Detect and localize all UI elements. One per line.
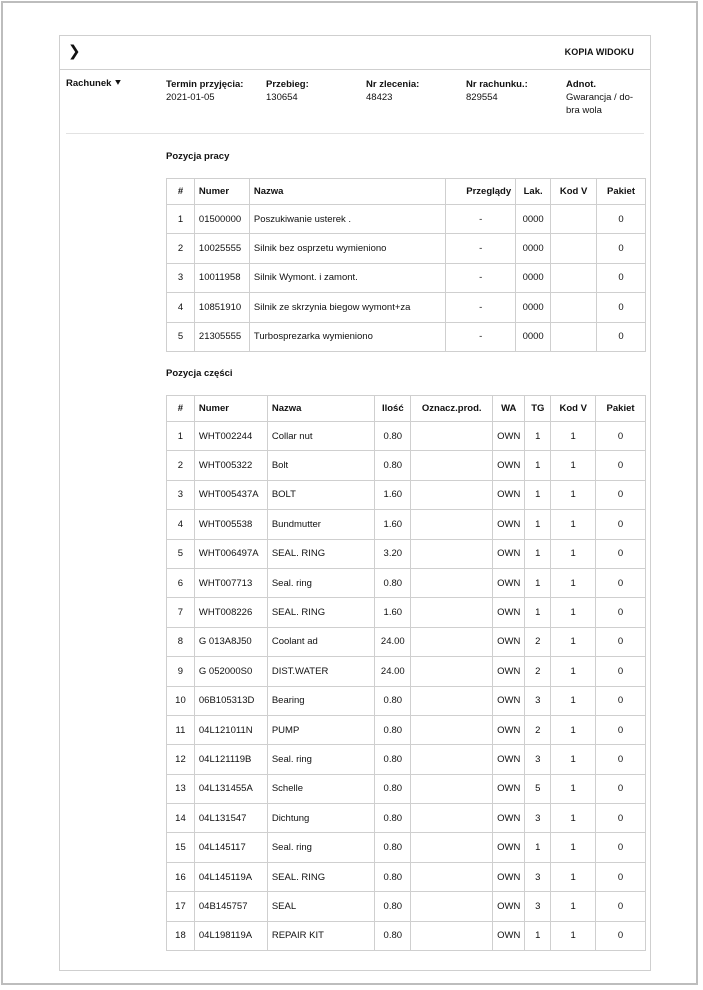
cell-kodv <box>551 293 597 322</box>
table-row <box>167 657 646 686</box>
cell-wa: OWN <box>493 892 525 921</box>
cell-pakiet: 0 <box>596 422 646 451</box>
cell-n: 4 <box>167 510 195 539</box>
cell-wa: OWN <box>493 627 525 656</box>
cell-kodv: 1 <box>551 921 596 950</box>
cell-nazwa: Silnik ze skrzynia biegow wymont+za <box>249 293 445 322</box>
column-header: # <box>167 396 195 422</box>
cell-kodv: 1 <box>551 627 596 656</box>
cell-kodv <box>551 205 597 234</box>
cell-przeglady: - <box>446 322 516 351</box>
cell-oznacz <box>411 422 493 451</box>
cell-przeglady: - <box>446 205 516 234</box>
cell-nazwa: PUMP <box>267 715 375 744</box>
cell-wa: OWN <box>493 539 525 568</box>
cell-tg: 1 <box>525 451 551 480</box>
table-row <box>167 862 646 891</box>
cell-pakiet: 0 <box>596 804 646 833</box>
column-header: Kod V <box>551 179 597 205</box>
account-label: Rachunek <box>66 78 112 89</box>
cell-nazwa: Seal. ring <box>267 568 375 597</box>
cell-oznacz <box>411 480 493 509</box>
cell-kodv: 1 <box>551 892 596 921</box>
cell-pakiet: 0 <box>596 862 646 891</box>
cell-numer: WHT006497A <box>194 539 267 568</box>
cell-kodv: 1 <box>551 686 596 715</box>
cell-pakiet: 0 <box>597 293 646 322</box>
cell-numer: 04L121119B <box>194 745 267 774</box>
invoice-card <box>59 35 651 971</box>
cell-nazwa: Turbosprezarka wymieniono <box>249 322 445 351</box>
cell-n: 1 <box>167 422 195 451</box>
top-bar <box>60 36 650 70</box>
table-header-row <box>167 396 646 422</box>
cell-tg: 2 <box>525 657 551 686</box>
cell-lak: 0000 <box>516 263 551 292</box>
table-row <box>167 715 646 744</box>
column-header: # <box>167 179 195 205</box>
cell-numer: WHT002244 <box>194 422 267 451</box>
header-divider <box>66 133 644 134</box>
cell-oznacz <box>411 568 493 597</box>
cell-n: 7 <box>167 598 195 627</box>
table-row <box>167 293 646 322</box>
table-row <box>167 422 646 451</box>
cell-nazwa: SEAL. RING <box>267 598 375 627</box>
table-row <box>167 833 646 862</box>
cell-tg: 1 <box>525 510 551 539</box>
field-mileage <box>266 78 309 104</box>
cell-ilosc: 0.80 <box>375 921 411 950</box>
cell-tg: 3 <box>525 804 551 833</box>
cell-oznacz <box>411 804 493 833</box>
cell-kodv <box>551 322 597 351</box>
cell-wa: OWN <box>493 568 525 597</box>
cell-tg: 1 <box>525 422 551 451</box>
cell-n: 17 <box>167 892 195 921</box>
cell-n: 18 <box>167 921 195 950</box>
chevron-right-icon[interactable]: ❯ <box>68 43 81 60</box>
cell-numer: 04L145117 <box>194 833 267 862</box>
cell-n: 2 <box>167 234 195 263</box>
cell-numer: WHT005538 <box>194 510 267 539</box>
cell-nazwa: Schelle <box>267 774 375 803</box>
cell-n: 11 <box>167 715 195 744</box>
column-header: Przeglądy <box>446 179 516 205</box>
field-invoice-number <box>466 78 528 104</box>
cell-ilosc: 0.80 <box>375 686 411 715</box>
cell-numer: 01500000 <box>194 205 249 234</box>
cell-n: 4 <box>167 293 195 322</box>
cell-ilosc: 0.80 <box>375 862 411 891</box>
cell-n: 5 <box>167 322 195 351</box>
cell-tg: 3 <box>525 862 551 891</box>
cell-numer: 10025555 <box>194 234 249 263</box>
cell-oznacz <box>411 686 493 715</box>
column-header: Pakiet <box>597 179 646 205</box>
cell-n: 15 <box>167 833 195 862</box>
part-positions-title: Pozycja części <box>166 368 233 379</box>
cell-n: 3 <box>167 480 195 509</box>
cell-nazwa: DIST.WATER <box>267 657 375 686</box>
cell-n: 16 <box>167 862 195 891</box>
column-header: Kod V <box>551 396 596 422</box>
cell-tg: 1 <box>525 598 551 627</box>
cell-n: 14 <box>167 804 195 833</box>
cell-ilosc: 3.20 <box>375 539 411 568</box>
cell-ilosc: 0.80 <box>375 422 411 451</box>
cell-lak: 0000 <box>516 293 551 322</box>
cell-pakiet: 0 <box>596 686 646 715</box>
cell-oznacz <box>411 921 493 950</box>
table-row <box>167 892 646 921</box>
cell-pakiet: 0 <box>596 568 646 597</box>
cell-nazwa: SEAL. RING <box>267 539 375 568</box>
table-row <box>167 921 646 950</box>
cell-n: 1 <box>167 205 195 234</box>
field-value: Gwarancja / do-bra wola <box>566 92 634 116</box>
table-row <box>167 539 646 568</box>
cell-numer: 04L131455A <box>194 774 267 803</box>
cell-nazwa: REPAIR KIT <box>267 921 375 950</box>
cell-ilosc: 24.00 <box>375 627 411 656</box>
cell-nazwa: SEAL. RING <box>267 862 375 891</box>
field-label: Przebieg: <box>266 79 309 90</box>
cell-pakiet: 0 <box>596 745 646 774</box>
cell-oznacz <box>411 539 493 568</box>
cell-pakiet: 0 <box>596 480 646 509</box>
cell-kodv <box>551 263 597 292</box>
field-label: Nr zlecenia: <box>366 79 420 90</box>
field-intake-date <box>166 78 243 104</box>
cell-kodv: 1 <box>551 657 596 686</box>
cell-wa: OWN <box>493 715 525 744</box>
cell-wa: OWN <box>493 598 525 627</box>
cell-oznacz <box>411 833 493 862</box>
table-row <box>167 686 646 715</box>
cell-pakiet: 0 <box>596 657 646 686</box>
cell-ilosc: 24.00 <box>375 657 411 686</box>
cell-nazwa: Bearing <box>267 686 375 715</box>
cell-wa: OWN <box>493 422 525 451</box>
cell-ilosc: 0.80 <box>375 774 411 803</box>
cell-nazwa: Seal. ring <box>267 833 375 862</box>
column-header: Ilość <box>375 396 411 422</box>
cell-oznacz <box>411 627 493 656</box>
cell-kodv: 1 <box>551 833 596 862</box>
cell-numer: 04L121011N <box>194 715 267 744</box>
cell-wa: OWN <box>493 480 525 509</box>
cell-pakiet: 0 <box>596 510 646 539</box>
cell-pakiet: 0 <box>596 451 646 480</box>
table-row <box>167 510 646 539</box>
cell-numer: WHT005437A <box>194 480 267 509</box>
cell-oznacz <box>411 745 493 774</box>
cell-kodv: 1 <box>551 745 596 774</box>
cell-nazwa: Bundmutter <box>267 510 375 539</box>
cell-tg: 1 <box>525 480 551 509</box>
cell-numer: 04B145757 <box>194 892 267 921</box>
cell-ilosc: 0.80 <box>375 451 411 480</box>
cell-lak: 0000 <box>516 322 551 351</box>
cell-pakiet: 0 <box>597 205 646 234</box>
chevron-down-icon: ⯆ <box>114 78 122 88</box>
cell-ilosc: 0.80 <box>375 568 411 597</box>
column-header: Numer <box>194 396 267 422</box>
field-value: 829554 <box>466 92 498 103</box>
table-row <box>167 480 646 509</box>
cell-nazwa: Silnik Wymont. i zamont. <box>249 263 445 292</box>
header-fields <box>60 78 650 136</box>
cell-kodv <box>551 234 597 263</box>
cell-nazwa: Collar nut <box>267 422 375 451</box>
cell-ilosc: 0.80 <box>375 833 411 862</box>
field-label: Nr rachunku.: <box>466 79 528 90</box>
cell-tg: 1 <box>525 568 551 597</box>
column-header: Nazwa <box>267 396 375 422</box>
cell-wa: OWN <box>493 921 525 950</box>
cell-lak: 0000 <box>516 205 551 234</box>
cell-n: 10 <box>167 686 195 715</box>
table-row <box>167 804 646 833</box>
cell-kodv: 1 <box>551 480 596 509</box>
cell-n: 8 <box>167 627 195 656</box>
field-value: 130654 <box>266 92 298 103</box>
cell-tg: 1 <box>525 921 551 950</box>
cell-n: 12 <box>167 745 195 774</box>
cell-ilosc: 1.60 <box>375 510 411 539</box>
work-positions-title: Pozycja pracy <box>166 151 230 162</box>
table-row <box>167 598 646 627</box>
cell-numer: 04L198119A <box>194 921 267 950</box>
cell-nazwa: Poszukiwanie usterek . <box>249 205 445 234</box>
cell-ilosc: 0.80 <box>375 715 411 744</box>
table-row <box>167 263 646 292</box>
cell-oznacz <box>411 451 493 480</box>
cell-pakiet: 0 <box>596 774 646 803</box>
table-header-row <box>167 179 646 205</box>
cell-tg: 3 <box>525 892 551 921</box>
cell-nazwa: SEAL <box>267 892 375 921</box>
table-row <box>167 745 646 774</box>
cell-kodv: 1 <box>551 568 596 597</box>
cell-pakiet: 0 <box>596 715 646 744</box>
cell-kodv: 1 <box>551 539 596 568</box>
cell-przeglady: - <box>446 263 516 292</box>
table-row <box>167 322 646 351</box>
cell-numer: 21305555 <box>194 322 249 351</box>
cell-przeglady: - <box>446 234 516 263</box>
cell-oznacz <box>411 657 493 686</box>
table-row <box>167 568 646 597</box>
cell-wa: OWN <box>493 686 525 715</box>
cell-n: 3 <box>167 263 195 292</box>
cell-nazwa: BOLT <box>267 480 375 509</box>
work-positions-table <box>166 178 646 352</box>
cell-wa: OWN <box>493 833 525 862</box>
table-row <box>167 774 646 803</box>
cell-tg: 1 <box>525 539 551 568</box>
column-header: Numer <box>194 179 249 205</box>
cell-n: 2 <box>167 451 195 480</box>
cell-kodv: 1 <box>551 804 596 833</box>
field-value: 2021-01-05 <box>166 92 215 103</box>
cell-n: 13 <box>167 774 195 803</box>
cell-nazwa: Bolt <box>267 451 375 480</box>
cell-kodv: 1 <box>551 862 596 891</box>
cell-wa: OWN <box>493 745 525 774</box>
cell-kodv: 1 <box>551 715 596 744</box>
cell-kodv: 1 <box>551 774 596 803</box>
column-header: WA <box>493 396 525 422</box>
field-label: Adnot. <box>566 79 597 90</box>
table-row <box>167 205 646 234</box>
cell-nazwa: Seal. ring <box>267 745 375 774</box>
cell-kodv: 1 <box>551 422 596 451</box>
cell-numer: WHT008226 <box>194 598 267 627</box>
cell-tg: 2 <box>525 627 551 656</box>
cell-ilosc: 1.60 <box>375 480 411 509</box>
cell-numer: WHT007713 <box>194 568 267 597</box>
cell-pakiet: 0 <box>596 627 646 656</box>
cell-numer: 10011958 <box>194 263 249 292</box>
table-row <box>167 627 646 656</box>
cell-kodv: 1 <box>551 510 596 539</box>
cell-oznacz <box>411 510 493 539</box>
cell-numer: 06B105313D <box>194 686 267 715</box>
cell-oznacz <box>411 715 493 744</box>
cell-tg: 5 <box>525 774 551 803</box>
cell-nazwa: Dichtung <box>267 804 375 833</box>
column-header: Oznacz.prod. <box>411 396 493 422</box>
cell-nazwa: Coolant ad <box>267 627 375 656</box>
cell-tg: 1 <box>525 833 551 862</box>
cell-kodv: 1 <box>551 598 596 627</box>
cell-nazwa: Silnik bez osprzetu wymieniono <box>249 234 445 263</box>
cell-pakiet: 0 <box>596 598 646 627</box>
column-header: Nazwa <box>249 179 445 205</box>
cell-ilosc: 0.80 <box>375 804 411 833</box>
column-header: Pakiet <box>596 396 646 422</box>
cell-przeglady: - <box>446 293 516 322</box>
cell-oznacz <box>411 892 493 921</box>
cell-n: 6 <box>167 568 195 597</box>
cell-pakiet: 0 <box>597 263 646 292</box>
cell-numer: G 013A8J50 <box>194 627 267 656</box>
cell-lak: 0000 <box>516 234 551 263</box>
cell-wa: OWN <box>493 657 525 686</box>
cell-kodv: 1 <box>551 451 596 480</box>
cell-pakiet: 0 <box>596 833 646 862</box>
cell-oznacz <box>411 862 493 891</box>
cell-wa: OWN <box>493 862 525 891</box>
cell-pakiet: 0 <box>596 921 646 950</box>
cell-wa: OWN <box>493 774 525 803</box>
cell-pakiet: 0 <box>596 892 646 921</box>
cell-wa: OWN <box>493 804 525 833</box>
part-positions-table <box>166 395 646 951</box>
field-order-number <box>366 78 419 104</box>
cell-n: 5 <box>167 539 195 568</box>
copy-view-button[interactable]: KOPIA WIDOKU <box>564 47 634 57</box>
cell-oznacz <box>411 598 493 627</box>
cell-numer: G 052000S0 <box>194 657 267 686</box>
cell-tg: 3 <box>525 686 551 715</box>
cell-numer: 04L131547 <box>194 804 267 833</box>
cell-wa: OWN <box>493 451 525 480</box>
cell-ilosc: 0.80 <box>375 892 411 921</box>
cell-ilosc: 1.60 <box>375 598 411 627</box>
account-dropdown[interactable] <box>66 78 122 89</box>
field-value: 48423 <box>366 92 393 103</box>
cell-wa: OWN <box>493 510 525 539</box>
cell-oznacz <box>411 774 493 803</box>
cell-numer: 10851910 <box>194 293 249 322</box>
field-annotation <box>566 78 644 117</box>
cell-pakiet: 0 <box>596 539 646 568</box>
cell-numer: 04L145119A <box>194 862 267 891</box>
field-label: Termin przyjęcia: <box>166 79 244 90</box>
cell-n: 9 <box>167 657 195 686</box>
cell-pakiet: 0 <box>597 322 646 351</box>
table-row <box>167 234 646 263</box>
column-header: TG <box>525 396 551 422</box>
cell-pakiet: 0 <box>597 234 646 263</box>
cell-tg: 2 <box>525 715 551 744</box>
cell-numer: WHT005322 <box>194 451 267 480</box>
table-row <box>167 451 646 480</box>
column-header: Lak. <box>516 179 551 205</box>
cell-tg: 3 <box>525 745 551 774</box>
cell-ilosc: 0.80 <box>375 745 411 774</box>
